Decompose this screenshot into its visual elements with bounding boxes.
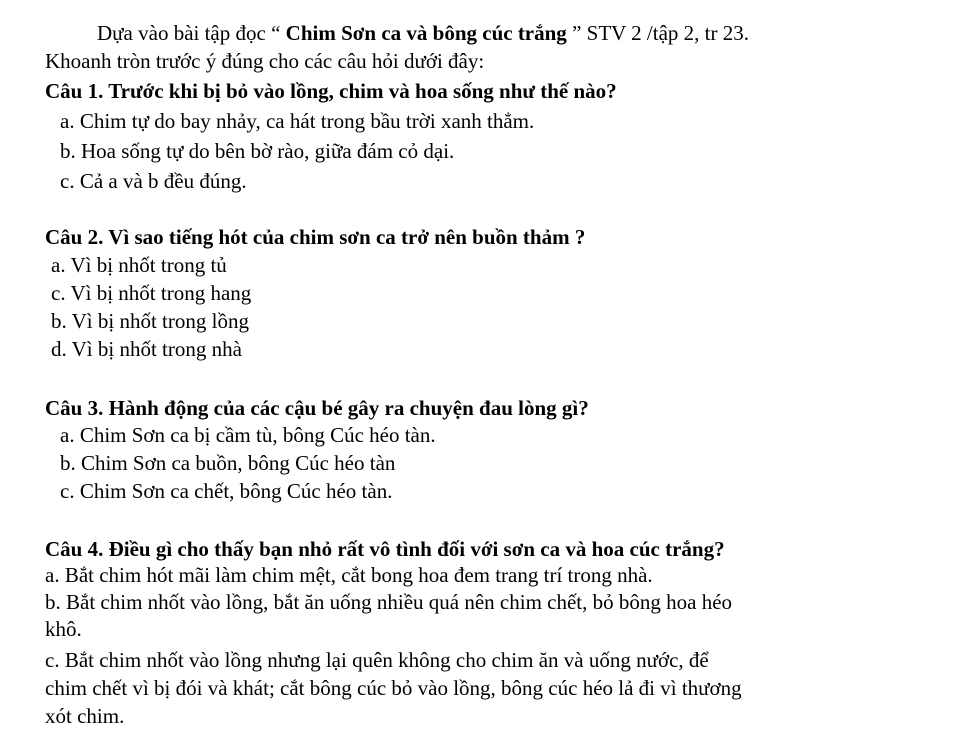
question-1-option-c: c. Cả a và b đều đúng. <box>60 169 247 193</box>
intro-suffix: ” STV 2 /tập 2, tr 23. <box>566 21 749 45</box>
question-1-option-b: b. Hoa sống tự do bên bờ rào, giữa đám cỏ dại. <box>60 139 455 163</box>
question-3-option-a: a. Chim Sơn ca bị cầm tù, bông Cúc héo tàn. <box>60 423 436 447</box>
question-3-option-b: b. Chim Sơn ca buồn, bông Cúc héo tàn <box>60 451 396 475</box>
intro-reference <box>97 20 749 46</box>
question-4-option-c-cont-2: xót chim. <box>45 704 125 728</box>
intro-prefix: Dựa vào bài tập đọc “ <box>97 21 286 45</box>
question-2-option-b: b. Vì bị nhốt trong lồng <box>51 309 249 333</box>
question-2: Câu 2. Vì sao tiếng hót của chim sơn ca trở nên buồn thảm ? <box>45 225 586 249</box>
question-4-option-c-cont-1: chim chết vì bị đói và khát; cắt bông cúc bỏ vào lồng, bông cúc héo lả đi vì thương <box>45 676 742 700</box>
question-2-option-a: a. Vì bị nhốt trong tủ <box>51 253 227 277</box>
question-2-option-d: d. Vì bị nhốt trong nhà <box>51 337 242 361</box>
question-3-option-c: c. Chim Sơn ca chết, bông Cúc héo tàn. <box>60 479 393 503</box>
question-4-option-a: a. Bắt chim hót mãi làm chim mệt, cắt bong hoa đem trang trí trong nhà. <box>45 563 653 587</box>
question-4-option-b: b. Bắt chim nhốt vào lồng, bắt ăn uống nhiều quá nên chim chết, bỏ bông hoa héo <box>45 590 733 614</box>
question-4: Câu 4. Điều gì cho thấy bạn nhỏ rất vô tình đối với sơn ca và hoa cúc trắng? <box>45 537 725 561</box>
question-3: Câu 3. Hành động của các cậu bé gây ra chuyện đau lòng gì? <box>45 396 589 420</box>
question-4-option-b-cont: khô. <box>45 617 82 641</box>
question-1: Câu 1. Trước khi bị bỏ vào lồng, chim và hoa sống như thế nào? <box>45 79 617 103</box>
story-title: Chim Sơn ca và bông cúc trắng <box>285 21 567 45</box>
question-4-option-c: c. Bắt chim nhốt vào lồng nhưng lại quên không cho chim ăn và uống nước, để <box>45 648 709 672</box>
question-2-option-c: c. Vì bị nhốt trong hang <box>51 281 252 305</box>
question-1-option-a: a. Chim tự do bay nhảy, ca hát trong bầu trời xanh thẳm. <box>60 109 535 133</box>
instruction-text: Khoanh tròn trước ý đúng cho các câu hỏi dưới đây: <box>45 49 485 73</box>
